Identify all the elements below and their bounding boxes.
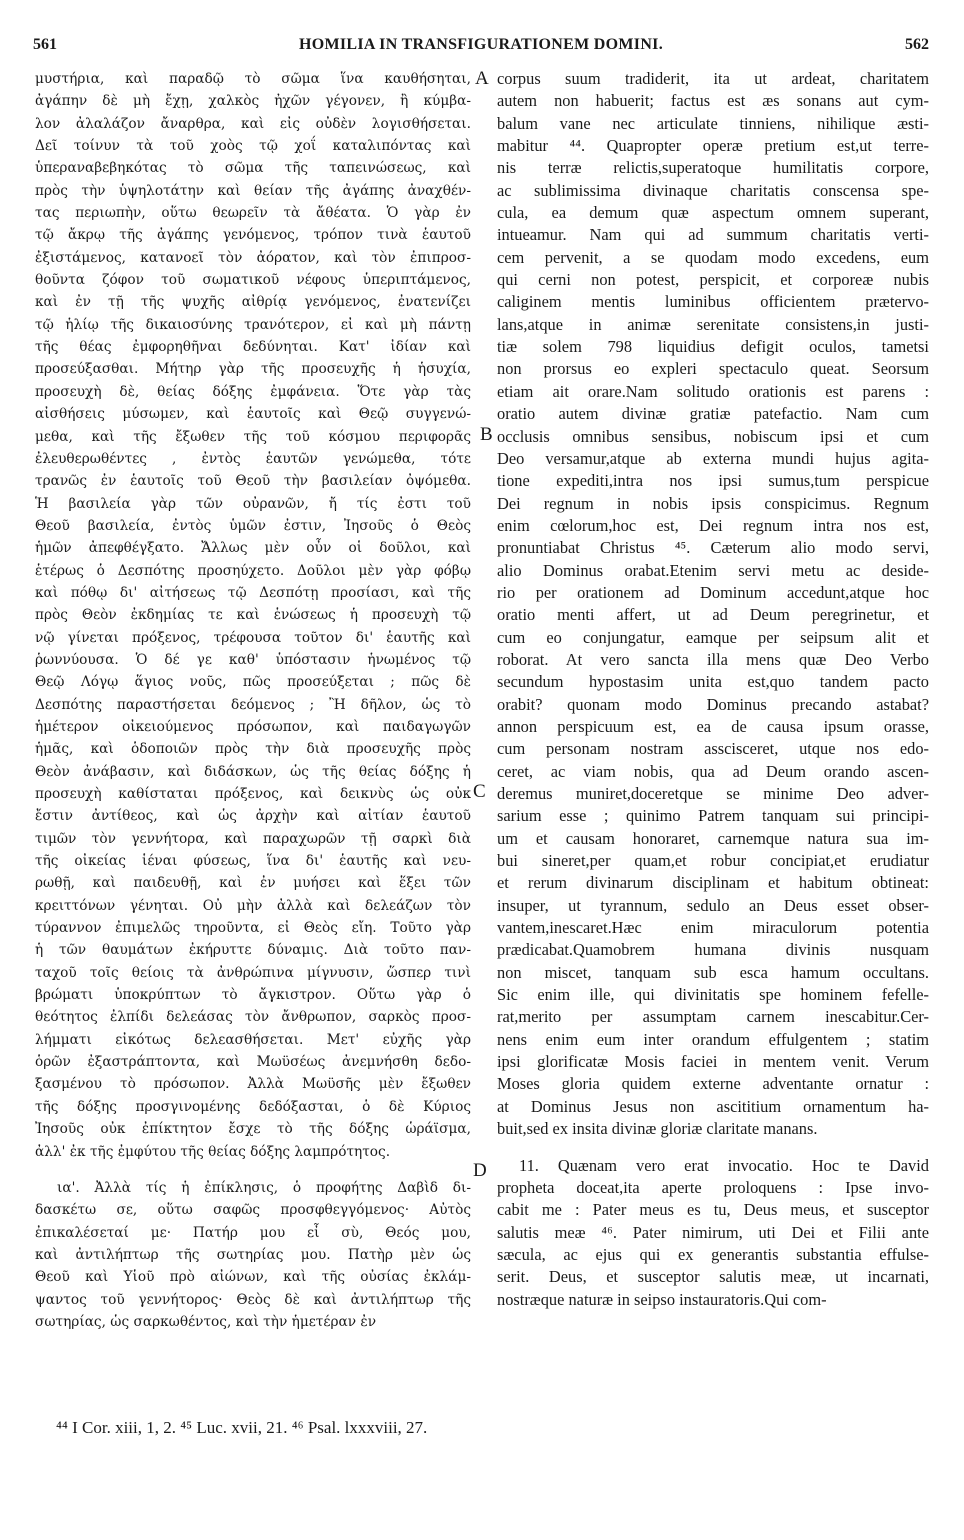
text-line: sarium esse ; quinimo Patrem tanquam sui principi-	[497, 806, 929, 826]
text-line: vantem,inescaret.Hæc enim miraculorum potentia	[497, 918, 929, 938]
text-line: πρὸς τὴν ὑψηλοτάτην καὶ θείαν τῆς ἀγάπης ἀναχθέν-	[35, 182, 471, 199]
running-header	[33, 36, 929, 58]
text-line: προσεύξασθαι. Μήτηρ γὰρ τῆς προσευχῆς ἡ ἡσυχία,	[35, 361, 471, 378]
footnotes: ⁴⁴ I Cor. xiii, 1, 2. ⁴⁵ Luc. xvii, 21. ⁴⁶ Psal. lxxxviii, 27.	[56, 1418, 428, 1437]
text-line: Ἡ βασιλεία γὰρ τῶν οὐρανῶν, ἤ τίς ἐστι τοῦ	[35, 495, 471, 512]
text-line: ἡμῶν ἀπεφθέγξατο. Ἄλλως μὲν οὖν οἱ δοῦλοι, καὶ	[35, 540, 471, 557]
text-line: salutis meæ ⁴⁶. Pater nimirum, uti Dei et Filii ante	[497, 1222, 929, 1242]
text-line: Ἰησοῦς οὐκ ἐπίκτητον ἔσχε τὸ τῆς δόξης ὡράϊσμα,	[35, 1121, 471, 1138]
text-line: bui sineret,per quam,et robur concipiat,et erudiatur	[497, 851, 929, 871]
text-line: καὶ ἐν τῇ τῆς ψυχῆς αἰθρίᾳ γενόμενος, ἐνατενίζει	[35, 294, 471, 311]
text-line: ξασμένου τὸ πρόσωπον. Ἀλλὰ Μωϋσῆς μὲν ἔξωθεν	[35, 1076, 471, 1093]
text-line: prædicabat.Quamobrem humana divinis nusquam	[497, 940, 929, 960]
text-line: κρειττόνων γένηται. Οὐ μὴν ἀλλὰ καὶ δελεάζων τὸν	[35, 897, 471, 914]
text-line: ἐλευθερωθέντες , ἐντὸς ἑαυτῶν γενώμεθα, τότε	[35, 450, 471, 467]
running-title: HOMILIA IN TRANSFIGURATIONEM DOMINI.	[298, 36, 664, 53]
text-line: nostræque naturæ in seipso instauratoris.Qui com-	[497, 1289, 827, 1309]
paragraph-gap	[497, 1141, 929, 1155]
text-line: occlusis omnibus sensibus, nobiscum ipsi et cum	[497, 426, 929, 446]
text-line: τρανῶς ἐν ἑαυτοῖς τοῦ Θεοῦ τὴν βασιλείαν ὀψόμεθα.	[35, 473, 471, 490]
text-line: rat,merito per assumptam carnem inescabitur.Cer-	[497, 1007, 929, 1027]
text-line: ἔστιν ἀντίθεος, καὶ ὡς ἀρχὴν καὶ αἰτίαν ἑαυτοῦ	[35, 808, 471, 825]
text-line: cum eo conjungatur, eamque per seipsum alit et	[497, 627, 929, 647]
text-line: μεθα, καὶ τῆς ἔξωθεν τῆς τοῦ κόσμου περιφορᾶς	[35, 428, 471, 445]
text-line: serit. Deus, et susceptor salutis meæ, ut incarnati,	[497, 1267, 929, 1287]
text-line: ἡμέτερον οἰκειούμενος πρόσωπον, καὶ παιδαγωγῶν	[35, 718, 471, 735]
page-number-right: 562	[905, 36, 929, 53]
text-line: ἡμᾶς, καὶ ὁδοποιῶν πρὸς τὴν διὰ προσευχῆς πρὸς	[35, 741, 471, 758]
text-line: Δεσπότης παραστήσεται δεόμενος ; Ἢ δῆλον, ὡς τὸ	[35, 696, 471, 713]
margin-marker-d: D	[473, 1160, 487, 1181]
text-line: τύραννον ἐπιμελῶς τηροῦντα, εἰ Θεὸς εἴη. Τοῦτο γὰρ	[35, 920, 471, 937]
text-line: sæcula, ac ejus qui ex generantis substantia effulse-	[497, 1244, 929, 1264]
text-line: προσευχὴ δὲ, θείας δόξης ἐμφάνεια. Ὅτε γὰρ τὰς	[35, 383, 471, 400]
text-line: 11. Quænam vero erat invocatio. Hoc te David	[519, 1155, 929, 1175]
text-line: ταχοῦ τοῖς θείοις τὰ ἀνθρώπινα μίγνυσιν, ὥσπερ τινὶ	[35, 964, 471, 981]
paragraph-gap	[35, 1163, 471, 1177]
text-line: ὁρῶν ἐξαστράπτοντα, καὶ Μωϋσέως ἀνεμνήσθη δεδο-	[35, 1054, 471, 1071]
text-line: τῆς οἰκείας ἱέναι φύσεως, ἵνα δι' ἑαυτῆς καὶ νευ-	[35, 853, 471, 870]
text-line: ac sublimissima divinaque charitatis conscensa spe-	[497, 180, 929, 200]
text-line: alio Dominus orabat.Etenim servi metu ac deside-	[497, 560, 929, 580]
text-line: oratio menti affert, ut ad Deum peregrinetur, et	[497, 605, 929, 625]
text-line: Deo versamur,atque ab externa mundi hujus agita-	[497, 448, 929, 468]
text-line: um et causam honoraret, carnemque natura sua im-	[497, 828, 929, 848]
latin-column	[497, 68, 929, 1311]
text-line: τῷ ἡλίῳ τῆς δικαιοσύνης τρανότερον, εἰ καὶ μὴ πάντῃ	[35, 316, 471, 333]
text-line: τιμῶν τὸν γεννήτορα, καὶ παραχωρῶν τῇ σαρκὶ διὰ	[35, 830, 471, 847]
text-line: ρωθῇ, καὶ παιδευθῇ, καὶ ἐν μυήσει καὶ ἕξει τῶν	[35, 875, 471, 892]
greek-column	[35, 68, 471, 1333]
text-line: καὶ ἀντιλήπτωρ τῆς σωτηρίας μου. Πατὴρ μὲν ὡς	[35, 1246, 471, 1263]
text-line: πρὸς Θεὸν ἐκδημίας τε καὶ ἑνώσεως ἡ προσευχὴ τῷ	[35, 607, 471, 624]
text-line: buit,sed ex insita divinæ gloriæ claritate manans.	[497, 1119, 818, 1139]
text-line: τῷ ἄκρῳ τῆς ἀγάπης γενόμενος, τρόπον τινὰ ἑαυτοῦ	[35, 227, 471, 244]
text-line: cem pervenit, a se quodam modo excedens, eum	[497, 247, 929, 267]
text-line: Θεοῦ καὶ Υἱοῦ πρὸ αἰώνων, καὶ τῆς οὐσίας ἐκλάμ-	[35, 1269, 471, 1286]
text-line: tiæ solem 798 liquidius defigit oculos, tametsi	[497, 337, 929, 357]
text-line: δασκέτω σε, οὕτω σαφῶς προσφθεγγόμενος· Αὐτὸς	[35, 1202, 471, 1219]
text-line: tione expediti,intra nos ipsi sumus,tum perspicue	[497, 471, 929, 491]
text-line: θεότητος ἐλπίδι δελεάσας τὸν ἄνθρωπον, σαρκὸς προσ-	[35, 1009, 471, 1026]
text-line: βρώματι ὑποκρύπτων τὸ ἄγκιστρον. Οὕτω γὰρ ὁ	[35, 987, 471, 1004]
text-line: non prorsus eo expleri spectaculo queat. Seorsum	[497, 359, 929, 379]
text-line: ἡ τῶν θαυμάτων ἐκήρυττε δύναμις. Διὰ τοῦτο παν-	[35, 942, 471, 959]
text-line: rio per orationem ad Dominum accedunt,atque hoc	[497, 582, 929, 602]
text-line: ὑπεραναβεβηκότας τὸ σῶμα τῆς ταπεινώσεως, καὶ	[35, 160, 471, 177]
text-line: pronuntiabat Christus ⁴⁵. Cæterum alio modo servi,	[497, 538, 929, 558]
text-line: mabitur ⁴⁴. Quapropter operæ pretium est,ut terre-	[497, 136, 929, 156]
text-line: ἐπικαλέσεταί με· Πατήρ μου εἶ σὺ, Θεός μου,	[35, 1224, 471, 1241]
text-line: τῆς θέας ἐμφορηθῆναι δεδύνηται. Κατ' ἰδίαν καὶ	[35, 339, 471, 356]
text-line: lans,atque in animæ serenitate consistens,in justi-	[497, 314, 929, 334]
margin-marker-c: C	[473, 781, 486, 802]
margin-marker-a: A	[475, 68, 489, 89]
text-line: Θεοῦ βασιλεία, ἐντὸς ὑμῶν ἐστιν, Ἰησοῦς ὁ Θεὸς	[35, 517, 471, 534]
text-line: σωτηρίας, ὡς σαρκωθέντος, καὶ τὴν ἡμετέραν ἐν	[35, 1313, 377, 1330]
text-line: ceret, ac viam nobis, qua ad Deum orando ascen-	[497, 761, 929, 781]
text-line: ἀλλ' ἐκ τῆς ἐμφύτου τῆς θείας δόξης λαμπρότητος.	[35, 1143, 391, 1160]
text-line: intueamur. Nam qui ad summum charitatis verti-	[497, 225, 929, 245]
text-line: ψαντος τοῦ γεννήτορος· Θεὸς δὲ καὶ ἀντιλήπτωρ τῆς	[35, 1291, 471, 1308]
text-line: roborat. At vero sancta illa mens quæ Deo Verbo	[497, 649, 929, 669]
text-line: Moses gloria quidem externe adventante ornatur :	[497, 1074, 929, 1094]
text-line: Θεὸν ἀνάβασιν, καὶ διδάσκων, ὡς τῆς θείας δόξης ἡ	[35, 763, 471, 780]
text-line: ἐξιστάμενος, κατανοεῖ τὸν ἀόρατον, καὶ τὸν ἐπιπροσ-	[35, 249, 471, 266]
text-line: oratio autem divinæ gratiæ patefactio. Nam cum	[497, 404, 929, 424]
text-line: cum personam nostram asscisceret, utque nos edo-	[497, 739, 929, 759]
text-line: ipsi glorificatæ Mosis faciei in mentem venit. Verum	[497, 1052, 929, 1072]
margin-marker-b: B	[480, 424, 493, 445]
text-line: ῥωννύουσα. Ὁ δέ γε καθ' ὑπόστασιν ἡνωμένος τῷ	[35, 651, 471, 668]
text-line: deremus muniret,doceretque se minime Deo adver-	[497, 784, 929, 803]
text-line: et rerum divinarum disciplinam et habitum obtineat:	[497, 873, 929, 893]
text-line: non miscet, tanquam sub esca hamum occultans.	[497, 962, 929, 982]
page-number-left: 561	[33, 36, 57, 53]
text-line: Sic enim ille, qui divinitatis spe hominem fefelle-	[497, 985, 929, 1005]
text-line: nens enim eum inter orandum effulgentem ; statim	[497, 1029, 929, 1049]
text-line: at Dominus Jesus non ascititium ornamentum ha-	[497, 1096, 929, 1116]
text-line: νῷ γίνεται πρόξενος, τρέφουσα τοῦτον δι' ἑαυτῆς καὶ	[35, 629, 471, 646]
text-line: balum vane nec articulate tinniens, nihilique æsti-	[497, 113, 929, 133]
text-line: καὶ πόθῳ δι' αἰτήσεως τῷ Δεσπότῃ προσίασι, καὶ τῆς	[35, 584, 471, 601]
text-line: τῆς δόξης προσγινομένης δεδόξασται, ὁ δὲ Κύριος	[35, 1098, 471, 1115]
text-line: corpus suum tradiderit, ita ut ardeat, charitatem	[497, 69, 929, 88]
text-line: Δεῖ τοίνυν τὰ τοῦ χοὸς τῷ χοΐ καταλιπόντας καὶ	[35, 138, 471, 155]
text-line: τας περιωπὴν, οὕτω θεωρεῖν τὰ ἄθέατα. Ὁ γὰρ ἐν	[35, 205, 471, 222]
text-line: orabit? quonam modo Dominus precando astabat?	[497, 694, 929, 714]
text-line: λον ἀλαλάζον ἄναρθρα, καὶ εἰς οὐδὲν λογισθήσεται.	[35, 115, 471, 132]
text-line: θοῦντα ζόφον τοῦ σωματικοῦ νέφους ὑπεριπτάμενος,	[35, 272, 471, 289]
text-line: autem non habuerit; factus est æs sonans aut cym-	[497, 91, 929, 111]
text-line: insuper, ut tyrannum, sedulo an Deus esset obser-	[497, 895, 929, 915]
text-line: etiam ait orare.Nam solitudo orationis est parens :	[497, 381, 929, 401]
text-line: αἰσθήσεις μύσωμεν, καὶ ἑαυτοῖς καὶ Θεῷ συγγενώ-	[35, 406, 471, 423]
text-line: ια'. Ἀλλὰ τίς ἡ ἐπίκλησις, ὁ προφήτης Δαβὶδ δι-	[57, 1179, 471, 1196]
text-line: Dei regnum in nobis ipsis conspicimus. Regnum	[497, 493, 929, 513]
text-line: cula, ea demum quæ aspectum omnem superant,	[497, 203, 929, 223]
text-line: ἀγάπην δὲ μὴ ἔχῃ, χαλκὸς ἠχῶν γέγονεν, ἢ κύμβα-	[35, 93, 471, 110]
text-line: nis terræ relictis,superatoque humilitatis corpore,	[497, 158, 929, 178]
text-line: qui cerni non potest, perspicit, et corporeæ nubis	[497, 270, 929, 290]
text-line: secundum hypostasim unita est,quo tandem pacto	[497, 672, 929, 692]
text-line: μυστήρια, καὶ παραδῷ τὸ σῶμα ἵνα καυθήσηται,	[35, 71, 471, 87]
text-line: Θεῷ Λόγῳ ἅγιος νοῦς, πῶς προσεύξεται ; πῶς δὲ	[35, 674, 471, 691]
text-line: enim cœlorum,hoc est, Dei regnum intra nos est,	[497, 515, 929, 535]
text-line: propheta doceat,ita aperte proloquens : Ipse invo-	[497, 1177, 929, 1197]
text-line: caliginem mentis luminibus officientem prætervo-	[497, 292, 929, 312]
text-line: cabit me : Pater meus es tu, Deus meus, et susceptor	[497, 1200, 929, 1220]
text-line: λήμματι εἰκότως δελεασθήσεται. Μετ' εὐχῆς γὰρ	[35, 1031, 471, 1048]
text-line: annon perspicuum est, ea de causa ipsum orasse,	[497, 716, 929, 736]
text-line: προσευχὴ καθίσταται πρόξενος, καὶ δεικνὺς ὡς οὐκ	[35, 786, 471, 802]
text-line: ἑτέρως ὁ Δεσπότης προσηύχετο. Δοῦλοι μὲν γὰρ φόβῳ	[35, 562, 471, 579]
